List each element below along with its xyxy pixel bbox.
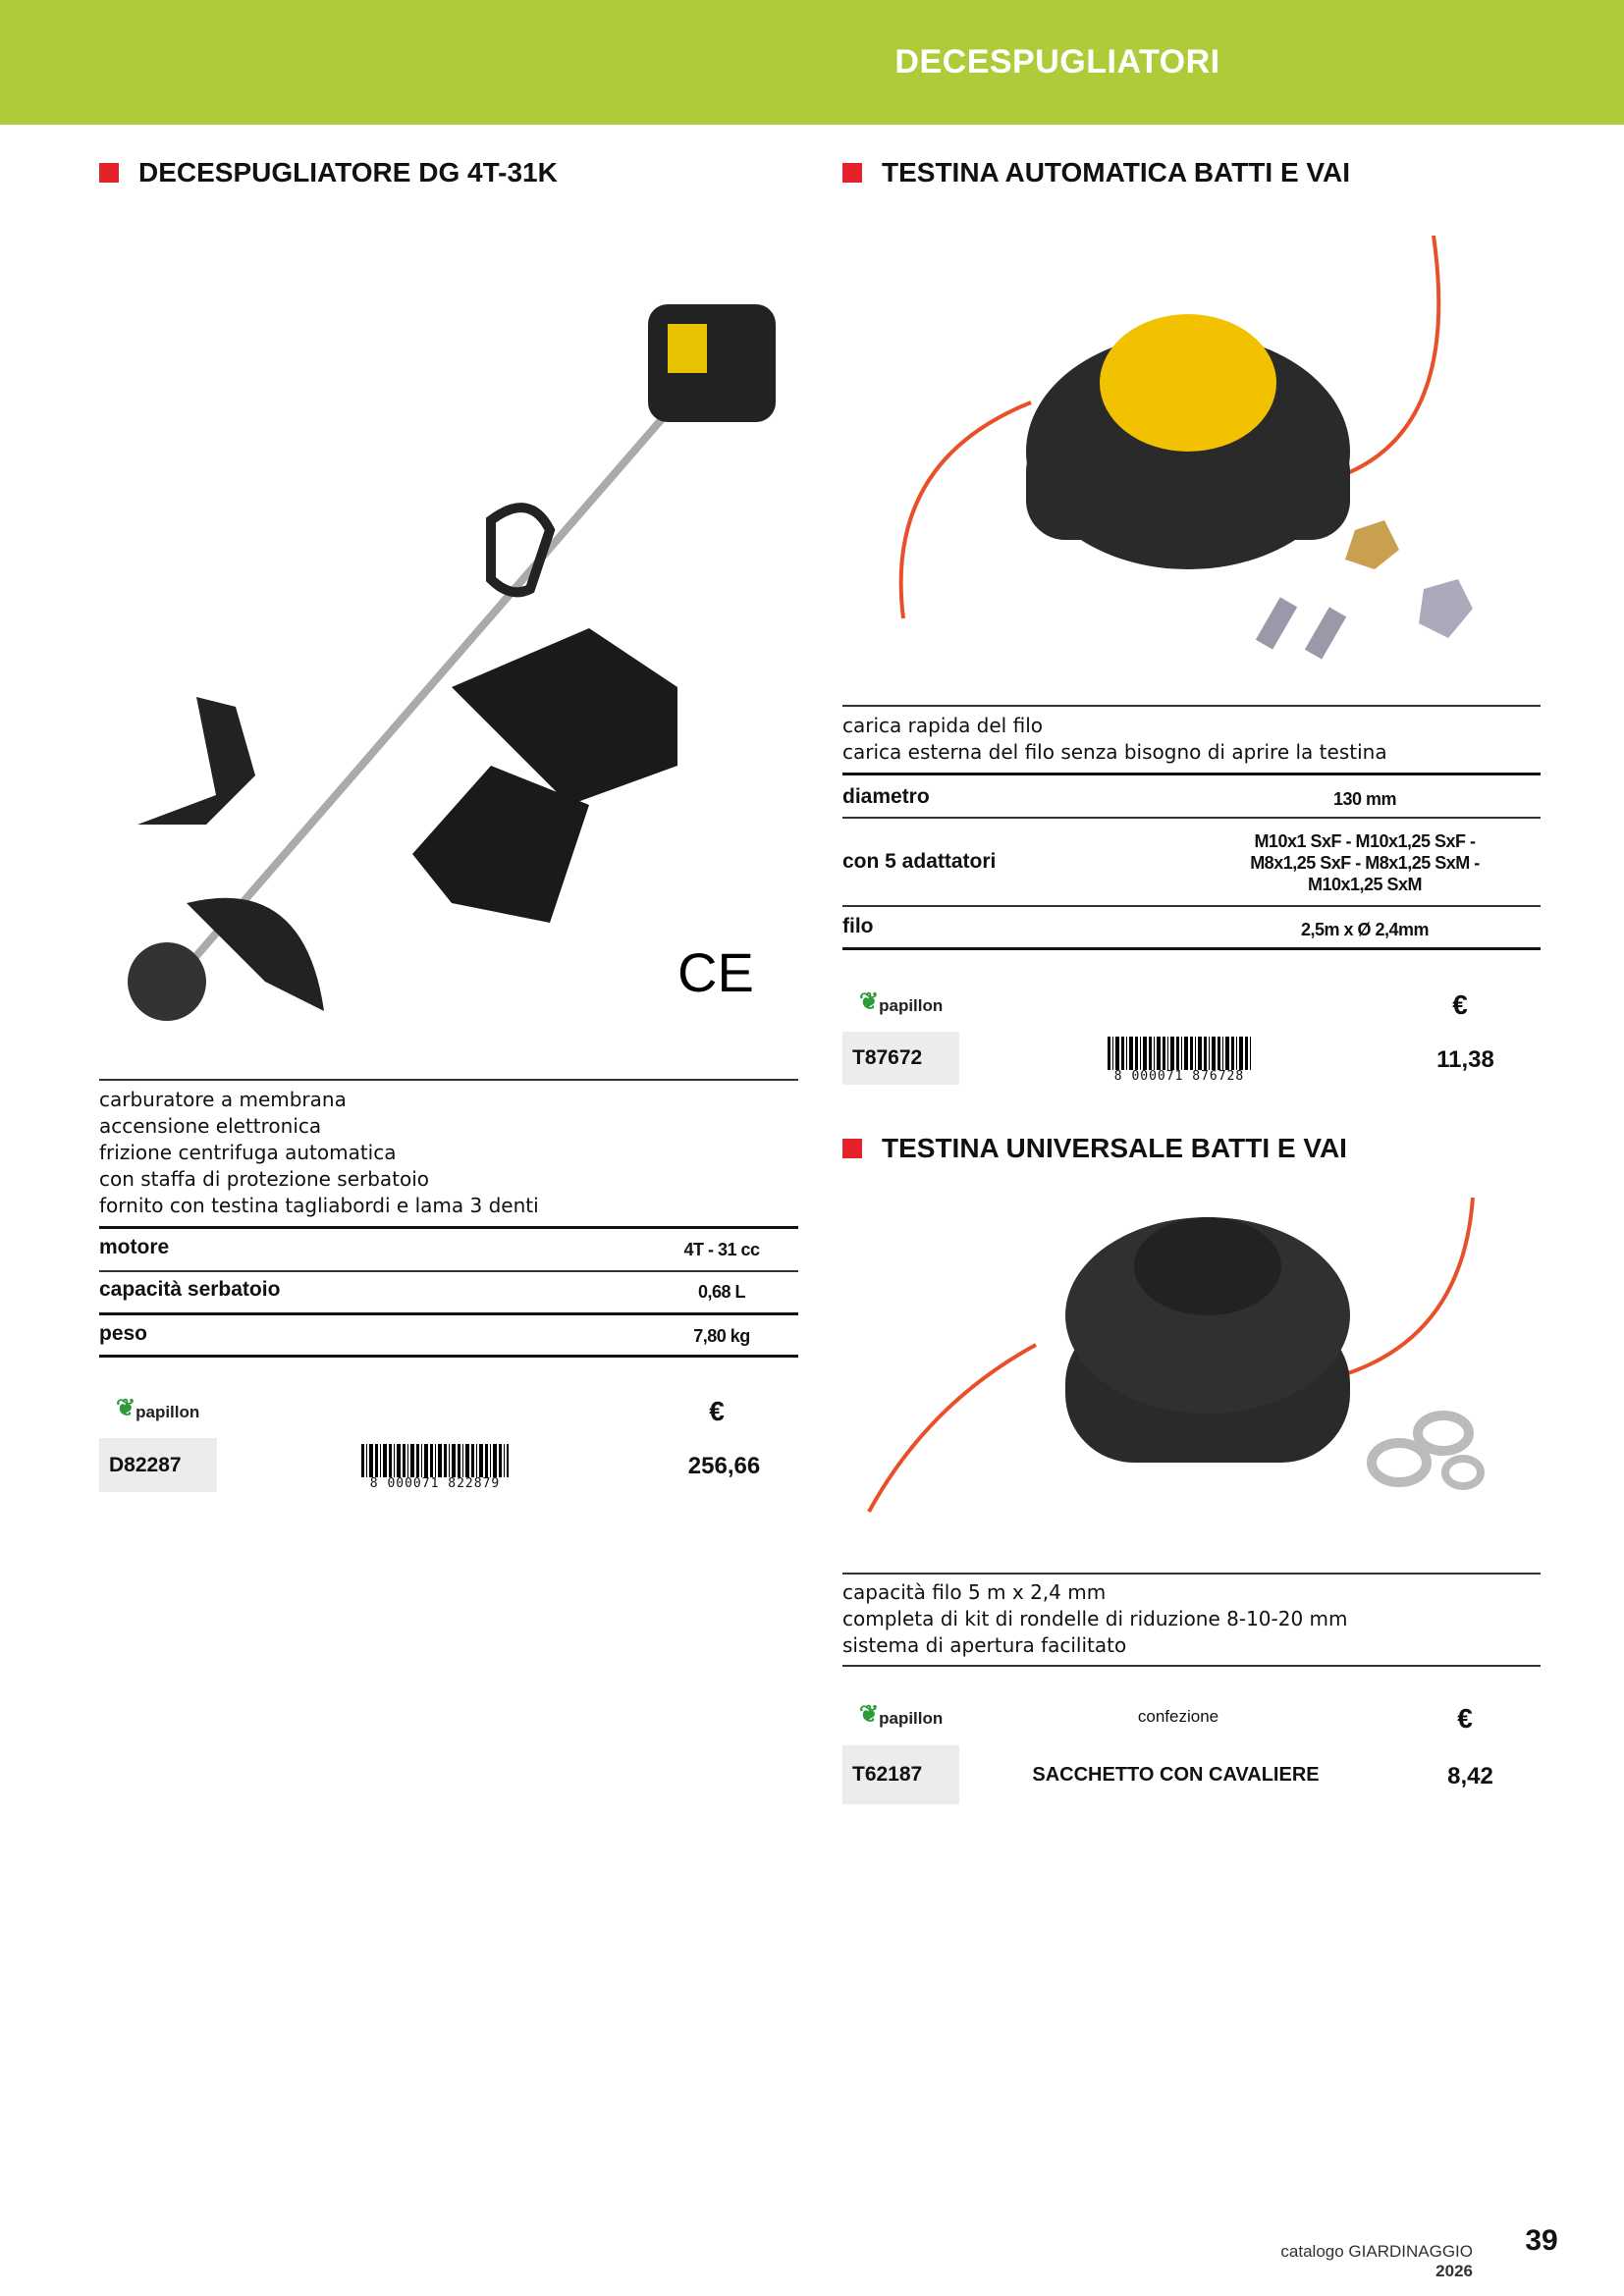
ce-mark: CE (677, 941, 754, 1003)
barcode (361, 1444, 509, 1491)
divider (842, 1665, 1541, 1667)
spec-value: 7,80 kg (693, 1326, 750, 1346)
brand-name: papillon (879, 996, 944, 1015)
feature: sistema di apertura facilitato (842, 1633, 1127, 1657)
divider (842, 817, 1541, 819)
leaf-icon: ❦ (859, 1701, 880, 1728)
spec-value: 2,5m x Ø 2,4mm (1300, 920, 1430, 939)
feature: completa di kit di rondelle di riduzione 8-10-20 mm (842, 1607, 1348, 1630)
divider (842, 947, 1541, 950)
product-title-text: DECESPUGLIATORE DG 4T-31K (138, 157, 558, 187)
red-square-icon (842, 163, 862, 183)
barcode-number: 8 000071 876728 (1113, 1069, 1245, 1084)
spec-label: peso (99, 1322, 148, 1345)
spec-value-line: M8x1,25 SxF - M8x1,25 SxM - (1250, 853, 1480, 873)
divider (99, 1270, 798, 1272)
papillon-logo (859, 1700, 943, 1729)
feature: capacità filo 5 m x 2,4 mm (842, 1580, 1107, 1604)
brand-name: papillon (879, 1709, 944, 1728)
papillon-logo (859, 988, 943, 1016)
divider (842, 1573, 1541, 1575)
footer-catalog (1247, 2242, 1473, 2281)
auto-trimmer-head-image (884, 236, 1512, 687)
pack-label: confezione (1137, 1707, 1219, 1726)
product-price: 11,38 (1436, 1046, 1494, 1073)
catalog-year: 2026 (1435, 2262, 1473, 2280)
divider (842, 905, 1541, 907)
spec-label: motore (99, 1236, 170, 1258)
feature: frizione centrifuga automatica (99, 1141, 397, 1164)
catalog-name: GIARDINAGGIO (1348, 2242, 1473, 2261)
universal-trimmer-head-image (864, 1188, 1492, 1541)
divider (99, 1079, 798, 1081)
spec-label: capacità serbatoio (99, 1278, 281, 1301)
red-square-icon (842, 1139, 862, 1158)
divider (842, 705, 1541, 707)
spec-label: con 5 adattatori (842, 850, 997, 873)
divider (99, 1226, 798, 1229)
spec-value (1208, 830, 1522, 895)
product-title (99, 157, 558, 188)
feature: carica rapida del filo (842, 714, 1043, 737)
header-bar (0, 0, 1624, 125)
product-title-text: TESTINA UNIVERSALE BATTI E VAI (882, 1133, 1347, 1163)
feature-list (842, 713, 1387, 766)
leaf-icon: ❦ (859, 988, 880, 1015)
product-code: D82287 (99, 1438, 217, 1492)
product-title (842, 157, 1350, 188)
page-number: 39 (1525, 2224, 1558, 2257)
page-category-title: DECESPUGLIATORI (894, 43, 1220, 80)
feature-list (842, 1579, 1348, 1659)
divider (99, 1355, 798, 1358)
feature: accensione elettronica (99, 1114, 322, 1138)
product-title-text: TESTINA AUTOMATICA BATTI E VAI (882, 157, 1351, 187)
feature: fornito con testina tagliabordi e lama 3 denti (99, 1194, 539, 1217)
barcode (1108, 1037, 1251, 1084)
divider (842, 773, 1541, 775)
leaf-icon: ❦ (116, 1395, 136, 1421)
product-code: T62187 (842, 1745, 959, 1804)
product-title (842, 1133, 1347, 1164)
red-square-icon (99, 163, 119, 183)
spec-label: filo (842, 915, 874, 937)
product-code: T87672 (842, 1032, 959, 1085)
papillon-logo (116, 1394, 199, 1422)
spec-value: 0,68 L (697, 1282, 746, 1302)
currency-symbol: € (709, 1396, 725, 1426)
barcode-number: 8 000071 822879 (369, 1476, 501, 1491)
spec-label: diametro (842, 785, 930, 808)
pack-value: SACCHETTO CON CAVALIERE (1032, 1764, 1320, 1786)
feature: carburatore a membrana (99, 1088, 347, 1111)
currency-symbol: € (1457, 1703, 1473, 1734)
feature: carica esterna del filo senza bisogno di aprire la testina (842, 740, 1387, 764)
spec-value: 4T - 31 cc (683, 1240, 760, 1259)
product-price: 8,42 (1447, 1763, 1493, 1789)
currency-symbol: € (1452, 989, 1468, 1020)
product-price: 256,66 (687, 1453, 761, 1479)
feature-list (99, 1087, 539, 1219)
spec-value-line: M10x1 SxF - M10x1,25 SxF - (1254, 831, 1476, 851)
catalog-prefix: catalogo (1280, 2242, 1344, 2261)
brand-name: papillon (135, 1403, 200, 1421)
brushcutter-image (98, 294, 785, 1060)
spec-value-line: M10x1,25 SxM (1307, 875, 1423, 894)
feature: con staffa di protezione serbatoio (99, 1167, 430, 1191)
spec-value: 130 mm (1332, 789, 1397, 809)
divider (99, 1312, 798, 1315)
